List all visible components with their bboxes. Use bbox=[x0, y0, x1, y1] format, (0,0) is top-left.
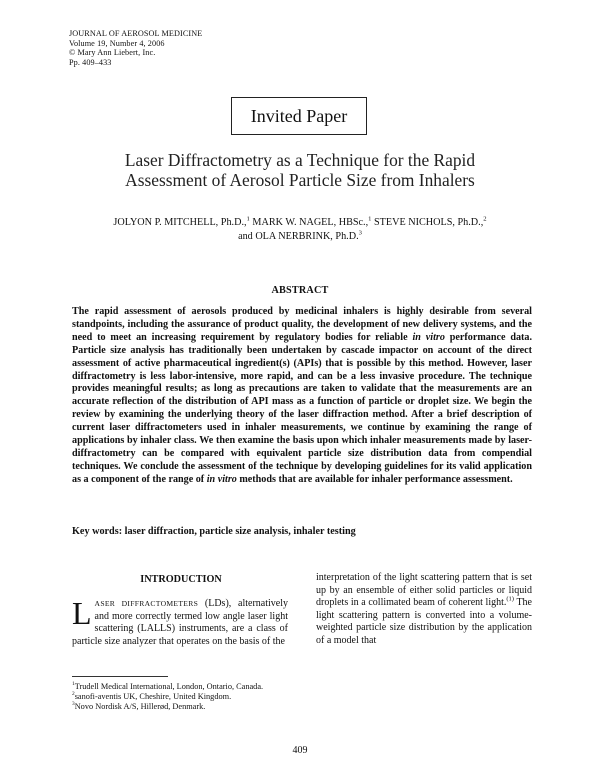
title-line-1: Laser Diffractometry as a Technique for the Rapid bbox=[124, 150, 476, 170]
affiliation-mark: 3 bbox=[358, 229, 362, 237]
footnote-text: sanofi-aventis UK, Cheshire, United Kingdom. bbox=[74, 692, 232, 702]
introduction-text: (LDs), alternatively and more correctly termed low angle laser light scattering (LALLS) instruments, are a class of particle size analyzer that operates on the basis of the bbox=[72, 598, 289, 647]
author-name: STEVE NICHOLS, Ph.D., bbox=[374, 217, 484, 228]
article-type-box bbox=[231, 97, 367, 135]
journal-volume: Volume 19, Number 4, 2006 bbox=[69, 38, 165, 48]
author-line-2 bbox=[60, 230, 540, 244]
journal-publisher: © Mary Ann Liebert, Inc. bbox=[69, 48, 156, 58]
abstract-body bbox=[72, 306, 532, 487]
affiliation-mark: 1 bbox=[246, 215, 250, 223]
footnote-divider bbox=[72, 676, 168, 677]
footnote-text: Trudell Medical International, London, Ontario, Canada. bbox=[74, 682, 264, 691]
author-line-1 bbox=[60, 216, 540, 230]
journal-header bbox=[69, 29, 202, 67]
author-name: MARK W. NAGEL, HBSc., bbox=[252, 217, 369, 228]
author-name: and OLA NERBRINK, Ph.D. bbox=[238, 230, 359, 242]
keywords: Key words: laser diffraction, particle size analysis, inhaler testing bbox=[72, 526, 356, 537]
page-number: 409 bbox=[292, 745, 308, 756]
footnote-mark: 3 bbox=[72, 701, 75, 708]
introduction-left-column bbox=[72, 595, 289, 648]
journal-name: JOURNAL OF AEROSOL MEDICINE bbox=[69, 29, 203, 38]
footnote-text: Novo Nordisk A/S, Hillerød, Denmark. bbox=[74, 702, 206, 712]
footnote bbox=[72, 682, 263, 692]
paper-title bbox=[60, 150, 540, 190]
affiliation-mark: 1 bbox=[368, 215, 372, 223]
introduction-heading: INTRODUCTION bbox=[140, 574, 222, 585]
reference-mark: (1) bbox=[506, 595, 514, 603]
footnote-mark: 1 bbox=[72, 681, 75, 688]
footnotes bbox=[72, 682, 263, 713]
footnote bbox=[72, 692, 263, 702]
title-line-2: Assessment of Aerosol Particle Size from Inhalers bbox=[125, 170, 475, 190]
footnote-mark: 2 bbox=[72, 691, 75, 698]
abstract-text: The rapid assessment of aerosols produced by medicinal inhalers is highly desirable from several standpoints, including the assurance of product quality, the development of new delivery systems, and the need to meet an increasing requirement by regulatory bodies for reliable bbox=[72, 306, 532, 343]
author-list bbox=[60, 216, 540, 243]
abstract-text: methods that are available for inhaler performance assessment. bbox=[236, 473, 513, 485]
author-name: JOLYON P. MITCHELL, Ph.D., bbox=[113, 217, 247, 228]
introduction-text: interpretation of the light scattering pattern that is set up by an ensemble of either solid particles or liquid droplets in a collimated beam of coherent light. bbox=[316, 572, 532, 608]
journal-pages: Pp. 409–433 bbox=[69, 57, 112, 67]
abstract-text: performance data. Particle size analysis has traditionally been undertaken by cascade impactor on account of the direct assessment of active pharmaceutical ingredient(s) (APIs) that is possible by this method. However, laser diffractometry is less labor-intensive, more rapid, and can be a less invasive procedure. The technique provides meaningful results; as long as precautions are taken to validate that the measurements are an accurate reflection of the distribution of API mass as a function of particle or droplet size. We begin the review by examining the underlying theory of the laser diffraction method. After a brief description of current laser diffractometers used in inhaler measurements, we continue by examining the range of applications by inhaler class. We then examine the basis upon which inhaler measurements made by laser-diffractometry can be compared with equivalent particle size distribution data from compendial techniques. We conclude the assessment of the technique by developing guidelines for its valid application as a component of the range of bbox=[72, 331, 532, 485]
drop-cap: L bbox=[72, 595, 92, 631]
introduction-right-column bbox=[316, 572, 532, 647]
article-type-label: Invited Paper bbox=[250, 105, 348, 126]
abstract-italic: in vitro bbox=[206, 473, 237, 485]
affiliation-mark: 2 bbox=[483, 215, 487, 223]
abstract-heading: ABSTRACT bbox=[271, 285, 329, 296]
abstract-italic: in vitro bbox=[412, 331, 445, 343]
small-caps-lead: ASER DIFFRACTOMETERS bbox=[94, 599, 199, 608]
introduction-text: The light scattering pattern is converted into a volume-weighted particle size distribution by the application of a model that bbox=[316, 597, 532, 646]
footnote bbox=[72, 702, 263, 712]
